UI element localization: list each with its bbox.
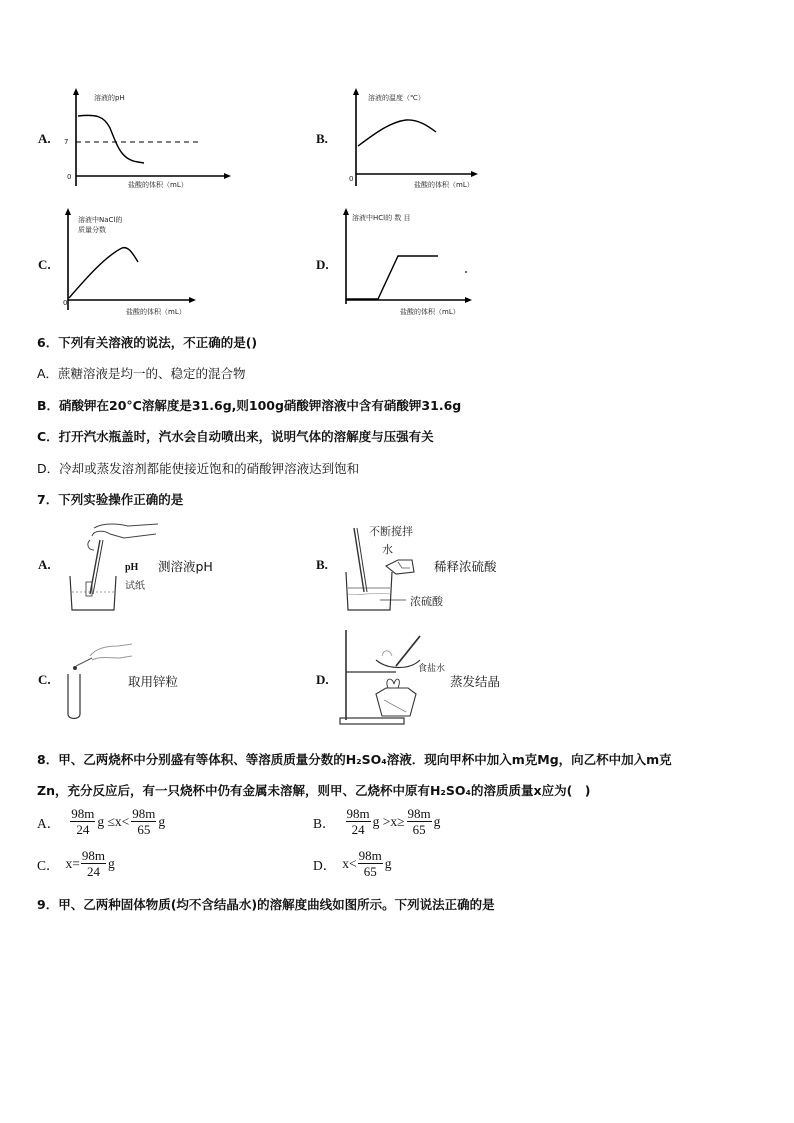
q8-option-c	[37, 848, 115, 879]
q8-option-c-label: C．	[37, 857, 60, 873]
q7-figure-saltwater-label: 食盐水	[418, 664, 446, 674]
q7-figure-evaporation	[338, 626, 438, 730]
q7-figure-acid-label: 浓硫酸	[410, 595, 443, 608]
q8-option-b-frac-1	[346, 806, 371, 837]
q8-option-c-relation: x=	[65, 855, 80, 871]
q7-option-c-caption: 取用锌粒	[128, 674, 179, 689]
q5-graph-a	[62, 86, 232, 190]
q5-graph-b-origin: 0	[349, 175, 354, 183]
denominator: 24	[351, 822, 365, 837]
denominator: 65	[412, 822, 426, 837]
q5-graph-a-tick-7: 7	[64, 138, 69, 146]
q5-graph-c-ylabel-1: 溶液中NaCl的	[78, 216, 123, 224]
q9-stem: 9．甲、乙两种固体物质(均不含结晶水)的溶解度曲线如图所示。下列说法正确的是	[37, 897, 495, 912]
q5-graph-a-origin: 0	[67, 173, 72, 181]
q5-option-a-label: A.	[38, 131, 51, 146]
q5-graph-b-xlabel: 盐酸的体积（mL）	[414, 181, 474, 189]
q7-figure-paper-label: 试纸	[125, 581, 145, 592]
q5-graph-d-xlabel: 盐酸的体积（mL）	[400, 308, 460, 316]
q5-graph-c-ylabel-2: 质量分数	[78, 226, 106, 234]
q8-stem-line-2: Zn，充分反应后，有一只烧杯中仍有金属未溶解，则甲、乙烧杯中原有H₂SO₄的溶质质量x应为( )	[37, 783, 591, 798]
denominator: 65	[363, 864, 377, 879]
denominator: 24	[86, 864, 100, 879]
q5-option-b-label: B.	[316, 131, 328, 146]
q7-figure-ph-label: pH	[125, 562, 139, 573]
numerator: 98m	[358, 848, 382, 863]
numerator: 98m	[132, 806, 156, 821]
q8-option-d	[313, 848, 392, 879]
q8-option-b-frac-2	[407, 806, 432, 837]
q8-option-a-unit: g	[158, 813, 166, 829]
q8-option-b-unit: g	[433, 813, 441, 829]
q5-graph-d-ylabel: 溶液中HCl的 数 目	[352, 214, 411, 222]
q8-option-d-unit: g	[384, 855, 392, 871]
q7-figure-ph-test	[64, 520, 160, 616]
q7-option-d-label: D.	[316, 672, 329, 687]
q7-option-a-label: A.	[38, 557, 51, 572]
q8-option-c-unit: g	[108, 855, 115, 871]
q7-figure-stir-label: 不断搅拌	[369, 525, 413, 538]
q5-graph-c-origin: 0	[63, 299, 68, 307]
q5-graph-a-ylabel: 溶液的pH	[94, 94, 125, 102]
denominator: 65	[137, 822, 151, 837]
q5-graph-b-ylabel: 溶液的温度（℃）	[368, 94, 425, 102]
q7-option-b-label: B.	[316, 557, 328, 572]
q7-figure-zinc	[62, 640, 134, 722]
q5-option-c-label: C.	[38, 257, 51, 272]
q8-stem-line-1: 8．甲、乙两烧杯中分别盛有等体积、等溶质质量分数的H₂SO₄溶液．现向甲杯中加入m克Mg，向乙杯中加入m克	[37, 752, 672, 767]
q6-option-d: D．冷却或蒸发溶剂都能使接近饱和的硝酸钾溶液达到饱和	[37, 461, 360, 476]
q8-option-d-relation: x<	[342, 855, 357, 871]
q8-option-d-label: D．	[313, 857, 337, 873]
q8-option-a-label: A．	[37, 815, 61, 831]
denominator: 24	[76, 822, 90, 837]
q6-option-c: C．打开汽水瓶盖时，汽水会自动喷出来，说明气体的溶解度与压强有关	[37, 429, 434, 444]
q5-graph-a-xlabel: 盐酸的体积（mL）	[128, 181, 188, 189]
q7-stem: 7．下列实验操作正确的是	[37, 492, 184, 507]
q7-option-a-caption: 测溶液pH	[158, 559, 213, 574]
q5-graph-c-xlabel: 盐酸的体积（mL）	[126, 308, 186, 316]
q7-figure-water-label: 水	[382, 543, 393, 556]
q8-option-b	[313, 806, 440, 837]
q8-option-a-frac-1	[70, 806, 95, 837]
numerator: 98m	[81, 848, 106, 863]
q7-option-b-caption: 稀释浓硫酸	[434, 559, 497, 574]
q8-option-c-frac	[81, 848, 106, 879]
q7-option-d-caption: 蒸发结晶	[450, 674, 501, 689]
q6-stem: 6．下列有关溶液的说法，不正确的是()	[37, 335, 258, 350]
numerator: 98m	[407, 806, 431, 821]
q8-option-a	[37, 806, 165, 837]
numerator: 98m	[346, 806, 370, 821]
q5-option-d-label: D.	[316, 257, 329, 272]
q8-option-b-label: B．	[313, 815, 336, 831]
q7-option-c-label: C.	[38, 672, 51, 687]
q8-option-d-frac	[358, 848, 383, 879]
q8-option-b-relation: g >x≥	[372, 813, 405, 829]
q8-option-a-relation: g ≤x<	[97, 813, 130, 829]
q6-option-b: B．硝酸钾在20°C溶解度是31.6g,则100g硝酸钾溶液中含有硝酸钾31.6g	[37, 398, 462, 413]
numerator: 98m	[71, 806, 95, 821]
q8-option-a-frac-2	[131, 806, 156, 837]
q6-option-a: A．蔗糖溶液是均一的、稳定的混合物	[37, 366, 246, 381]
